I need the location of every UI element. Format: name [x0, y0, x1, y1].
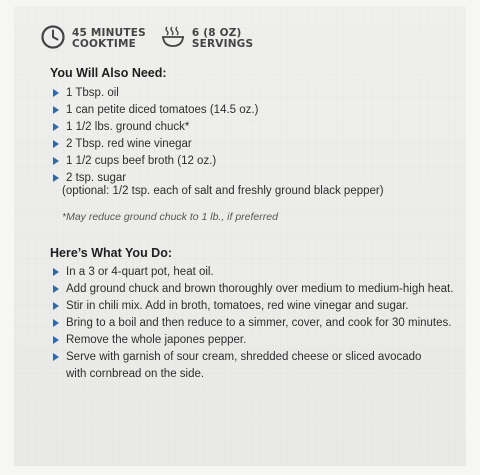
cooktime-value: 45 MINUTES — [72, 27, 146, 39]
ingredients-heading: You Will Also Need: — [50, 66, 167, 80]
list-item: Remove the whole japones pepper. — [50, 332, 470, 349]
bowl-icon — [160, 25, 186, 54]
bullet-arrow-icon — [53, 302, 59, 310]
bullet-arrow-icon — [53, 106, 59, 114]
list-item: 2 Tbsp. red wine vinegar — [50, 136, 470, 153]
servings-value: 6 (8 OZ) — [191, 27, 242, 39]
bullet-arrow-icon — [53, 89, 59, 97]
bullet-arrow-icon — [53, 140, 59, 148]
list-item: Bring to a boil and then reduce to a simmer, cover, and cook for 30 minutes. — [50, 315, 470, 332]
recipe-card — [14, 6, 466, 466]
steps-list — [50, 264, 470, 383]
list-item: Serve with garnish of sour cream, shredded cheese or sliced avocado with cornbread on the side. — [50, 349, 436, 383]
servings-label: SERVINGS — [191, 38, 254, 50]
recipe-info-bar — [40, 22, 267, 56]
cooktime-info — [40, 24, 146, 55]
bullet-arrow-icon — [53, 353, 59, 361]
list-item: 1 1/2 lbs. ground chuck* — [50, 119, 470, 136]
bullet-arrow-icon — [53, 123, 59, 131]
bullet-arrow-icon — [53, 319, 59, 327]
bullet-arrow-icon — [53, 336, 59, 344]
list-item: In a 3 or 4-quart pot, heat oil. — [50, 264, 470, 281]
list-item: Stir in chili mix. Add in broth, tomatoes, red wine vinegar and sugar. — [50, 298, 470, 315]
list-item: 1 Tbsp. oil — [50, 85, 470, 102]
footnote: *May reduce ground chuck to 1 lb., if preferred — [62, 211, 278, 223]
optional-seasoning: (optional: 1/2 tsp. each of salt and freshly ground black pepper) — [62, 185, 384, 197]
bullet-arrow-icon — [53, 157, 59, 165]
steps-heading: Here’s What You Do: — [50, 246, 173, 260]
bullet-arrow-icon — [53, 285, 59, 293]
list-item: 1 1/2 cups beef broth (12 oz.) — [50, 153, 470, 170]
list-item: 2 tsp. sugar — [50, 170, 470, 187]
servings-info — [160, 25, 253, 54]
clock-icon — [40, 24, 66, 55]
bullet-arrow-icon — [53, 174, 59, 182]
bullet-arrow-icon — [53, 268, 59, 276]
cooktime-label: COOKTIME — [72, 38, 136, 50]
list-item: 1 can petite diced tomatoes (14.5 oz.) — [50, 102, 470, 119]
ingredients-list — [50, 85, 470, 187]
list-item: Add ground chuck and brown thoroughly over medium to medium-high heat. — [50, 281, 470, 298]
